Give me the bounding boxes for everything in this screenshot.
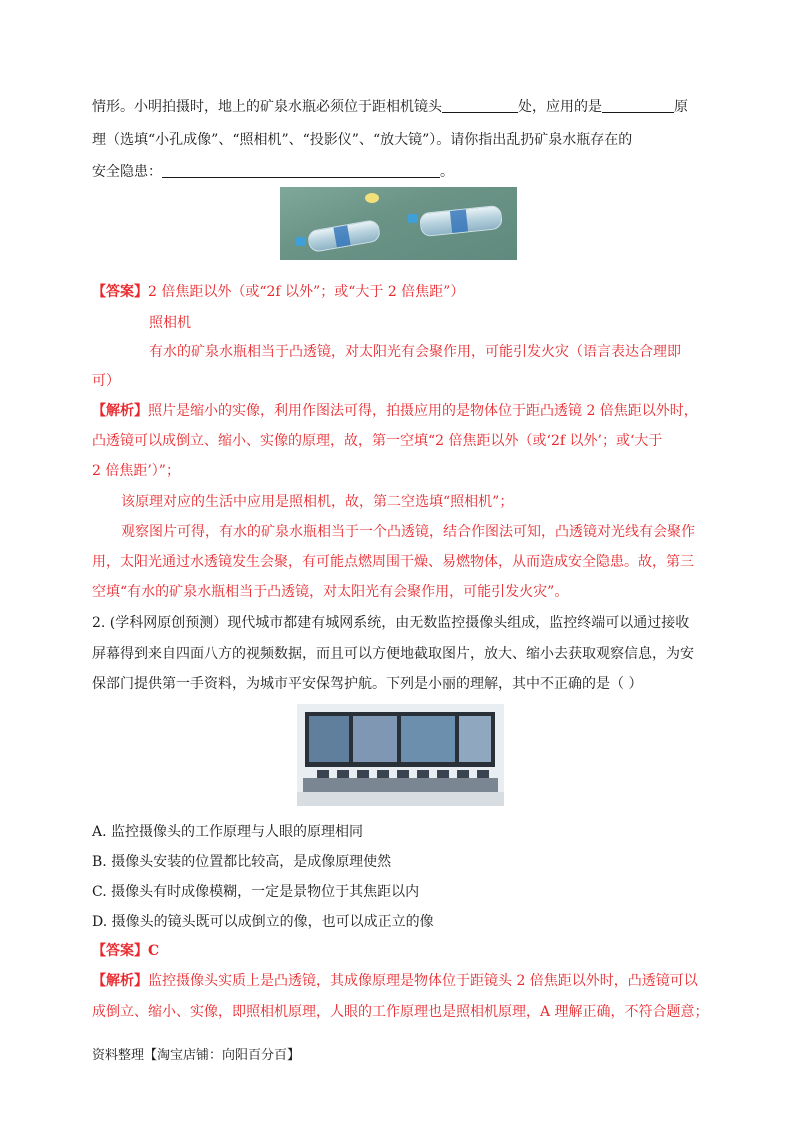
water-bottle [419, 205, 503, 237]
video-wall [305, 712, 495, 767]
blank-3 [162, 163, 440, 178]
q1-text: 原 [674, 99, 688, 115]
q1-line-2: 理（选填“小孔成像”、“照相机”、“投影仪”、“放大镜”）。请你指出乱扔矿泉水瓶存在的 [92, 132, 633, 148]
option-c: C. 摄像头有时成像模糊，一定是景物位于其焦距以内 [92, 884, 420, 900]
analysis-1-line-6: 用，太阳光通过水透镜发生会聚，有可能点燃周围干燥、易燃物体，从而造成安全隐患。故，第三 [92, 554, 694, 570]
option-a: A. 监控摄像头的工作原理与人眼的原理相同 [92, 824, 364, 840]
analysis-1-line-2: 凸透镜可以成倒立、缩小、实像的原理，故，第一空填“2 倍焦距以外（或‘2f 以外’；或‘大于 [92, 433, 663, 449]
option-b: B. 摄像头安装的位置都比较高，是成像原理使然 [92, 854, 392, 870]
analysis-2-line-2: 成倒立、缩小、实像，即照相机原理，人眼的工作原理也是照相机原理，A 理解正确，不符合题意； [92, 1004, 709, 1020]
answer-1-line-2: 照相机 [149, 315, 191, 331]
q2-line-2: 屏幕得到来自四面八方的视频数据，而且可以方便地截取图片，放大、缩小去获取观察信息，为安 [92, 646, 694, 662]
answer-tag: 【答案】 [92, 943, 148, 959]
blank-1 [442, 98, 518, 113]
answer-value: C [148, 943, 160, 959]
q1-text: 安全隐患： [92, 164, 162, 180]
q1-line-1 [92, 98, 688, 116]
bottle-cap [408, 214, 418, 223]
answer-tag: 【答案】 [92, 284, 148, 300]
paper-scrap [365, 193, 379, 203]
answer-2-line [92, 942, 159, 960]
analysis-1-line-4: 该原理对应的生活中应用是照相机，故，第二空选填“照相机”； [121, 494, 514, 510]
answer-1-line [92, 283, 464, 301]
footer-text: 资料整理【淘宝店铺：向阳百分百】 [92, 1048, 301, 1063]
console-desk [303, 778, 498, 792]
answer-text: 2 倍焦距以外（或“2f 以外”；或“大于 2 倍焦距”） [148, 284, 465, 300]
analysis-1-line-1 [92, 402, 698, 420]
water-bottle [307, 219, 382, 253]
option-d: D. 摄像头的镜头既可以成倒立的像，也可以成正立的像 [92, 914, 434, 930]
q1-text: 情形。小明拍摄时，地上的矿泉水瓶必须位于距相机镜头 [92, 99, 442, 115]
analysis-1-line-3: 2 倍焦距’）”； [92, 463, 180, 479]
analysis-1-line-5: 观察图片可得，有水的矿泉水瓶相当于一个凸透镜，结合作图法可知，凸透镜对光线有会聚作 [121, 524, 695, 540]
q1-text: 。 [440, 164, 454, 180]
answer-1-line-3: 有水的矿泉水瓶相当于凸透镜，对太阳光有会聚作用，可能引发火灾（语言表达合理即 [149, 344, 681, 360]
analysis-1-line-7: 空填“有水的矿泉水瓶相当于凸透镜，对太阳光有会聚作用，可能引发火灾”。 [92, 584, 569, 600]
analysis-text: 监控摄像头实质上是凸透镜，其成像原理是物体位于距镜头 2 倍焦距以外时，凸透镜可以 [148, 973, 698, 989]
q1-text: 处，应用的是 [518, 99, 602, 115]
monitoring-center-photo [297, 704, 504, 806]
floor [297, 792, 504, 806]
q1-line-3 [92, 163, 454, 181]
analysis-tag: 【解析】 [92, 973, 148, 989]
q2-line-3: 保部门提供第一手资料，为城市平安保驾护航。下列是小丽的理解，其中不正确的是（ ） [92, 676, 643, 692]
bottle-cap [296, 237, 306, 246]
blank-2 [602, 98, 674, 113]
answer-1-line-4: 可） [92, 373, 120, 389]
analysis-2-line-1 [92, 972, 698, 990]
q2-line-1: 2. (学科网原创预测）现代城市都建有城网系统，由无数监控摄像头组成，监控终端可以通过接收 [92, 615, 690, 631]
analysis-tag: 【解析】 [92, 403, 148, 419]
analysis-text: 照片是缩小的实像，利用作图法可得，拍摄应用的是物体位于距凸透镜 2 倍焦距以外时， [148, 403, 698, 419]
bottle-photo [280, 187, 517, 260]
